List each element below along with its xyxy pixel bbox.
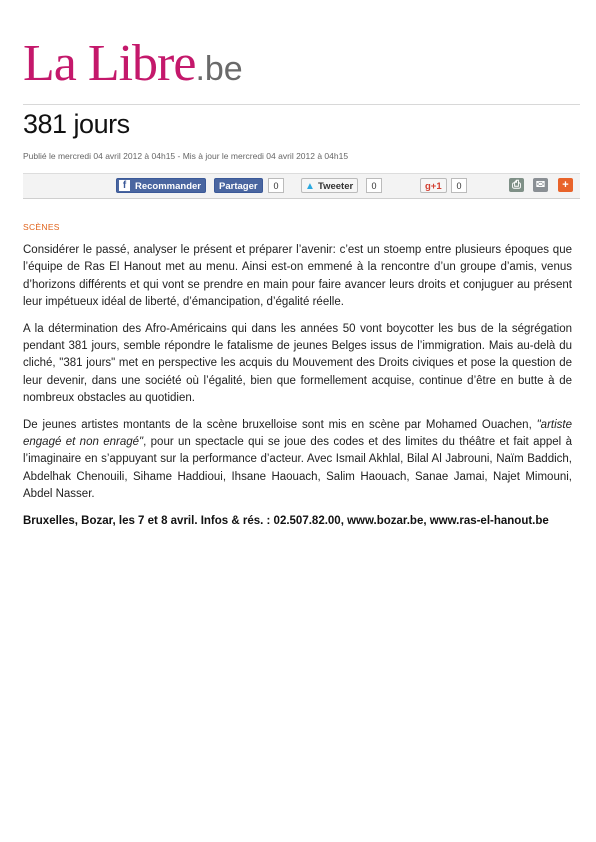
email-icon[interactable]: ✉ xyxy=(533,178,548,192)
event-info: Bruxelles, Bozar, les 7 et 8 avril. Infos & rés. : 02.507.82.00, www.bozar.be, www.ras-el-hanout.be xyxy=(23,514,549,527)
paragraph-text: , pour un spectacle qui se joue des codes et des limites du théâtre et fait appel à l’imaginaire en s’appuyant sur la performance d’acteur. Avec Ismail Akhlal, Bilal Al Jabrouni, Naïm Baddich, Abdelhak Chenouili, Sihame Haddioui, Ihsane Haouach, Salim Haouach, Sanae Jamai, Najet Mimouni, Abdel Nasser. xyxy=(23,436,572,501)
paragraph-text: De jeunes artistes montants de la scène bruxelloise sont mis en scène par Mohamed Ouachen, xyxy=(23,418,537,431)
tweet-label: Tweeter xyxy=(318,181,354,192)
share-count: 0 xyxy=(268,178,284,193)
share-bar xyxy=(23,173,580,199)
plus-icon[interactable]: + xyxy=(558,178,573,192)
article-paragraph xyxy=(23,417,572,504)
article-meta: Publié le mercredi 04 avril 2012 à 04h15 - Mis à jour le mercredi 04 avril 2012 à 04h15 xyxy=(23,151,349,161)
twitter-icon: ▲ xyxy=(305,181,315,192)
section-label[interactable]: SCÈNES xyxy=(23,222,60,232)
quote-text: "artiste engagé et non enragé" xyxy=(23,418,572,449)
logo-suffix: .be xyxy=(195,50,243,88)
logo-main: La Libre xyxy=(23,35,196,92)
article-paragraph: Considérer le passé, analyser le présent et préparer l’avenir: c’est un stoemp entre plusieurs époques que l’équipe de Ras El Hanout met au menu. Ainsi est-on emmené à la rencontre d’un groupe d’amis, venus d’horizons différents et qui vont se prendre en main pour faire avancer leurs droits et conjuguer au présent leur impétueux idéal de liberté, d’émancipation, d’égalité réelle. xyxy=(23,244,572,309)
facebook-recommend-button[interactable] xyxy=(116,178,206,193)
print-icon[interactable]: ⎙ xyxy=(509,178,524,192)
site-logo[interactable] xyxy=(23,34,243,94)
article-paragraph: A la détermination des Afro-Américains qui dans les années 50 vont boycotter les bus de la ségrégation pendant 381 jours, semble répondre le fatalisme de jeunes Belges issus de l’immigration. Mais au-delà du cliché, "381 jours" met en perspective les acquis du Mouvement des Droits civiques et pose la question de leur devenir, dans une société où l’égalité, bien que formellement acquise, continue d’être en butte à de nombreux obstacles au quotidien. xyxy=(23,322,572,405)
header-divider xyxy=(23,104,580,105)
google-plus-count: 0 xyxy=(451,178,467,193)
google-plus-button[interactable]: g+1 xyxy=(420,178,447,193)
twitter-tweet-button[interactable] xyxy=(301,178,358,193)
article-body xyxy=(23,242,572,539)
facebook-share-button[interactable]: Partager xyxy=(214,178,263,193)
facebook-icon: f xyxy=(119,180,130,191)
article-title: 381 jours xyxy=(23,109,130,139)
facebook-recommend-label: Recommander xyxy=(135,181,201,192)
tweet-count: 0 xyxy=(366,178,382,193)
